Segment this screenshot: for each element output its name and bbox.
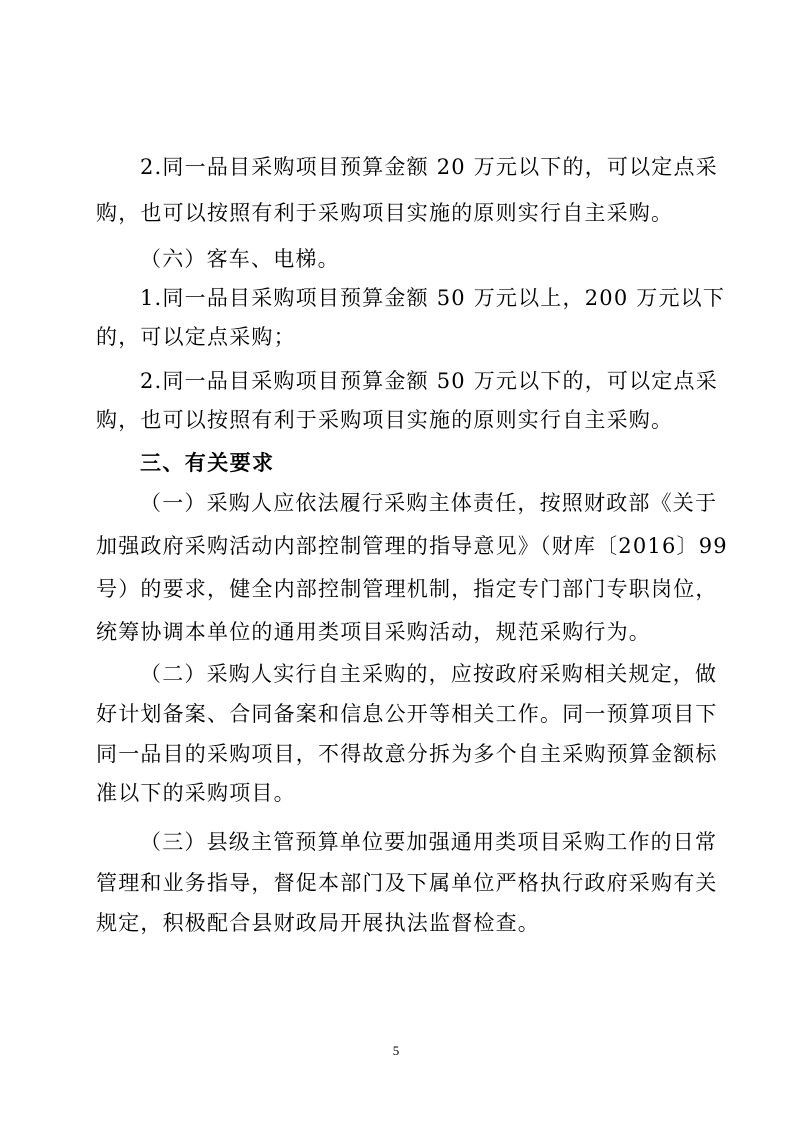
paragraph-line: 管理和业务指导，督促本部门及下属单位严格执行政府采购有关 [96,871,718,895]
paragraph-line: 的，可以定点采购； [96,325,296,349]
paragraph-line: 2.同一品目采购项目预算金额 50 万元以下的，可以定点采 [140,369,718,393]
paragraph-line: 好计划备案、合同备案和信息公开等相关工作。同一预算项目下 [96,702,718,726]
paragraph-line: 加强政府采购活动内部控制管理的指导意见》（财库〔2016〕99 [96,534,728,558]
paragraph-line: （一）采购人应依法履行采购主体责任，按照财政部《关于 [140,491,718,515]
paragraph-line: 2.同一品目采购项目预算金额 20 万元以下的，可以定点采 [140,155,718,179]
section-heading: 三、有关要求 [140,451,275,475]
section-subheading: （六）客车、电梯。 [140,247,340,271]
paragraph-line: 购，也可以按照有利于采购项目实施的原则实行自主采购。 [96,408,674,432]
paragraph-line: 准以下的采购项目。 [96,781,296,805]
paragraph-line: 购，也可以按照有利于采购项目实施的原则实行自主采购。 [96,201,674,225]
paragraph-line: 1.同一品目采购项目预算金额 50 万元以上，200 万元以下 [140,286,726,310]
paragraph-line: 规定，积极配合县财政局开展执法监督检查。 [96,911,540,935]
paragraph-line: （二）采购人实行自主采购的，应按政府采购相关规定，做 [140,662,718,686]
page-number: 5 [392,1043,400,1058]
paragraph-line: 号）的要求，健全内部控制管理机制，指定专门部门专职岗位， [96,577,718,601]
paragraph-line: （三）县级主管预算单位要加强通用类项目采购工作的日常 [140,830,718,854]
paragraph-line: 同一品目的采购项目，不得故意分拆为多个自主采购预算金额标 [96,742,718,766]
paragraph-line: 统筹协调本单位的通用类项目采购活动，规范采购行为。 [96,620,651,644]
